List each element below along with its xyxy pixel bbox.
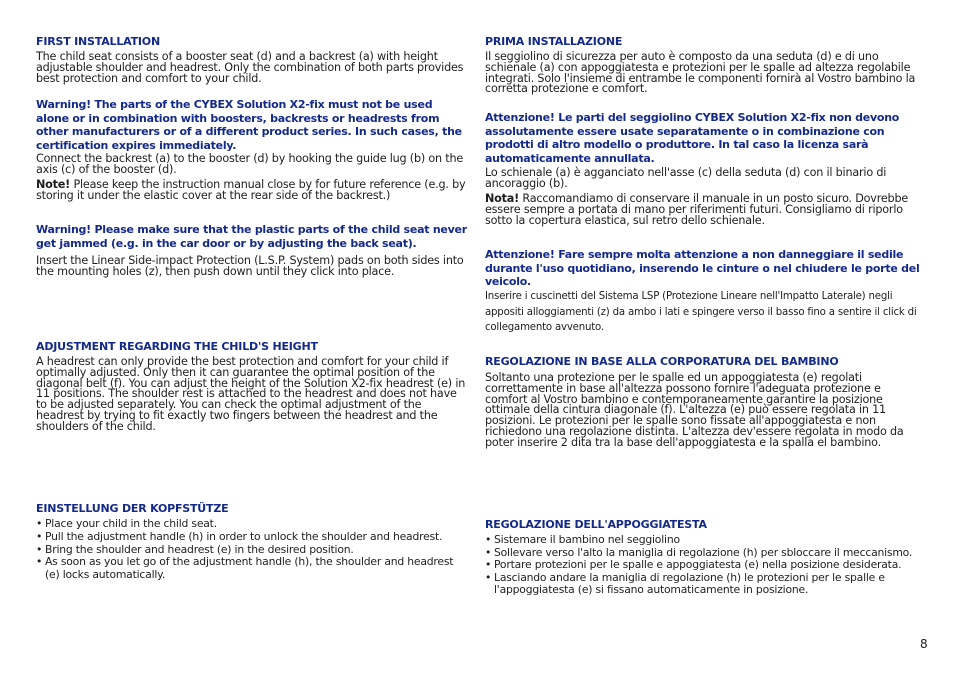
page-number: 8 (920, 637, 928, 651)
note-block (36, 180, 468, 202)
list-item-text: Lasciando andare la maniglia di regolazione (h) le protezioni per le spalle e l'appoggiatesta (e) si fissano automaticamente in posizione. (494, 570, 885, 597)
paragraph-block (485, 168, 921, 190)
bullet-list-block (485, 534, 921, 597)
paragraph-block (36, 256, 468, 278)
bullet: • (485, 533, 492, 546)
headrest-section (485, 518, 921, 531)
list-item-text: Sollevare verso l'alto la maniglia di regolazione (h) per sbloccare il meccanismo. (494, 545, 913, 559)
list-item-text: Portare protezioni per le spalle e appoggiatesta (e) nella posizione desiderata. (494, 558, 902, 572)
warning-text: Attenzione! Le parti del seggiolino CYBEX Solution X2-fix non devono assolutamente essere usate separatamente o in combinazione con prodotti di altro modello o produttore. In tal caso la licenza sarà automaticamente annullata. (485, 111, 900, 165)
paragraph: The child seat consists of a booster seat (d) and a backrest (a) with height adjustable shoulder and headrest. Only the combination of both parts provides best protection and comfort to your child. (36, 50, 464, 85)
bullet: • (36, 555, 43, 569)
bullet: • (36, 529, 43, 543)
paragraph: Il seggiolino di sicurezza per auto è composto da una seduta (d) e di uno schienale (a) con appoggiatesta e protezioni per le spalle ad altezza regolabile integrati. Solo l'insieme di entrambe le componenti fornirà al Vostro bambino la corretta protezione e comfort. (485, 50, 916, 96)
section-heading: FIRST INSTALLATION (36, 35, 160, 48)
paragraph: Soltanto una protezione per le spalle ed un appoggiatesta (e) regolati correttamente in base all'altezza possono fornire l'adeguata protezione e comfort al Vostro bambino e contemporaneamente garantire la posizione (485, 371, 883, 406)
paragraph-block (36, 154, 468, 176)
paragraph-block (485, 52, 921, 95)
first-installation-section (485, 35, 921, 48)
list-item-text: Pull the adjustment handle (h) in order to unlock the shoulder and headrest. (45, 529, 443, 543)
note-label: Nota! (485, 192, 520, 205)
height-adjustment-section (485, 355, 921, 368)
paragraph: A headrest can only provide the best protection and comfort for your child if optimally adjusted. Only then it can guarantee the optimal position of the diagonal belt (f). You can adjust the height of the Solution X2-fix headrest (e) in 11 positions. The shoulder rest is attached to the headrest and does not have to be adjusted separately. You can check the optimal adjustment of the headrest by trying to fit exactly two fingers between the headrest and the shoulders of the child. (36, 355, 466, 433)
note-block (485, 194, 921, 226)
paragraph: Connect the backrest (a) to the booster (d) by hooking the guide lug (b) on the axis (c) of the booster (d). (36, 152, 464, 176)
paragraph-block (36, 357, 468, 433)
bullet: • (485, 558, 492, 572)
note-text: Raccomandiamo di conservare il manuale in un posto sicuro. Dovrebbe essere sempre a portata di mano per riferimenti futuri. Consigliamo di riporlo sotto la copertura elastica, sul retro dello schienale. (485, 192, 909, 227)
section-heading: EINSTELLUNG DER KOPFSTÜTZE (36, 502, 229, 515)
section-heading: ADJUSTMENT REGARDING THE CHILD'S HEIGHT (36, 340, 318, 353)
first-installation-section (36, 35, 468, 48)
list-item-text: As soon as you let go of the adjustment handle (h), the shoulder and headrest (e) locks automatically. (45, 555, 454, 582)
warning-text: Warning! The parts of the CYBEX Solution X2-fix must not be used alone or in combination with boosters, backrests or headrests from other manufacturers or of a different product series. In such cases, the certification expires immediately. (36, 98, 462, 152)
list-item (485, 572, 921, 597)
paragraph: Inserire i cuscinetti del Sistema LSP (Protezione Lineare nell'Impatto Laterale) negli appositi alloggiamenti (z) da ambo i lati e spingere verso il basso fino a sentire il click di collegamento avvenuto. (485, 291, 917, 333)
bullet: • (36, 542, 43, 556)
list-item-text: Place your child in the child seat. (45, 517, 217, 530)
warning-block (36, 223, 468, 250)
paragraph-block (485, 373, 921, 449)
warning-text: Warning! Please make sure that the plastic parts of the child seat never get jammed (e.g. in the car door or by adjusting the back seat). (36, 223, 467, 250)
bullet: • (36, 517, 43, 530)
height-adjustment-section (36, 340, 468, 353)
headrest-section (36, 502, 468, 515)
list-item-text: Sistemare il bambino nel seggiolino (494, 533, 680, 546)
section-heading: REGOLAZIONE IN BASE ALLA CORPORATURA DEL BAMBINO (485, 355, 839, 368)
bullet-list (485, 534, 921, 597)
warning-block (485, 111, 921, 165)
paragraph-block (36, 52, 468, 84)
paragraph: Lo schienale (a) è agganciato nell'asse (c) della seduta (d) con il binario di ancoraggio (b). (485, 166, 887, 190)
section-heading: REGOLAZIONE DELL'APPOGGIATESTA (485, 518, 707, 531)
warning-block (485, 248, 921, 289)
paragraph: Insert the Linear Side-impact Protection (L.S.P. System) pads on both sides into the mounting holes (z), then push down until they click into place. (36, 254, 464, 278)
section-heading: PRIMA INSTALLAZIONE (485, 35, 623, 48)
bullet-list-block (36, 518, 468, 582)
bullet: • (485, 545, 492, 559)
bullet: • (485, 570, 492, 584)
list-item (36, 556, 468, 582)
paragraph-block (485, 289, 921, 336)
warning-block (36, 98, 468, 152)
paragraph: ottimale della cintura diagonale (f). L'altezza (e) può essere regolata in 11 posizioni. Le protezioni per le spalle sono fissate all'appoggiatesta e non richiedono una regolazione distinta. L'altezza dev'essere regolata in modo da poter inserire 2 dita tra la base dell'appoggiatesta e la spalla el bambino. (485, 403, 904, 449)
note-text: Please keep the instruction manual close by for future reference (e.g. by storing it under the elastic cover at the rear side of the backrest.) (36, 178, 466, 202)
list-item-text: Bring the shoulder and headrest (e) in the desired position. (45, 542, 354, 556)
bullet-list (36, 518, 468, 582)
warning-text: Attenzione! Fare sempre molta attenzione a non danneggiare il sedile durante l'uso quotidiano, inserendo le cinture o nel chiudere le porte del veicolo. (485, 248, 920, 288)
note-label: Note! (36, 178, 71, 191)
